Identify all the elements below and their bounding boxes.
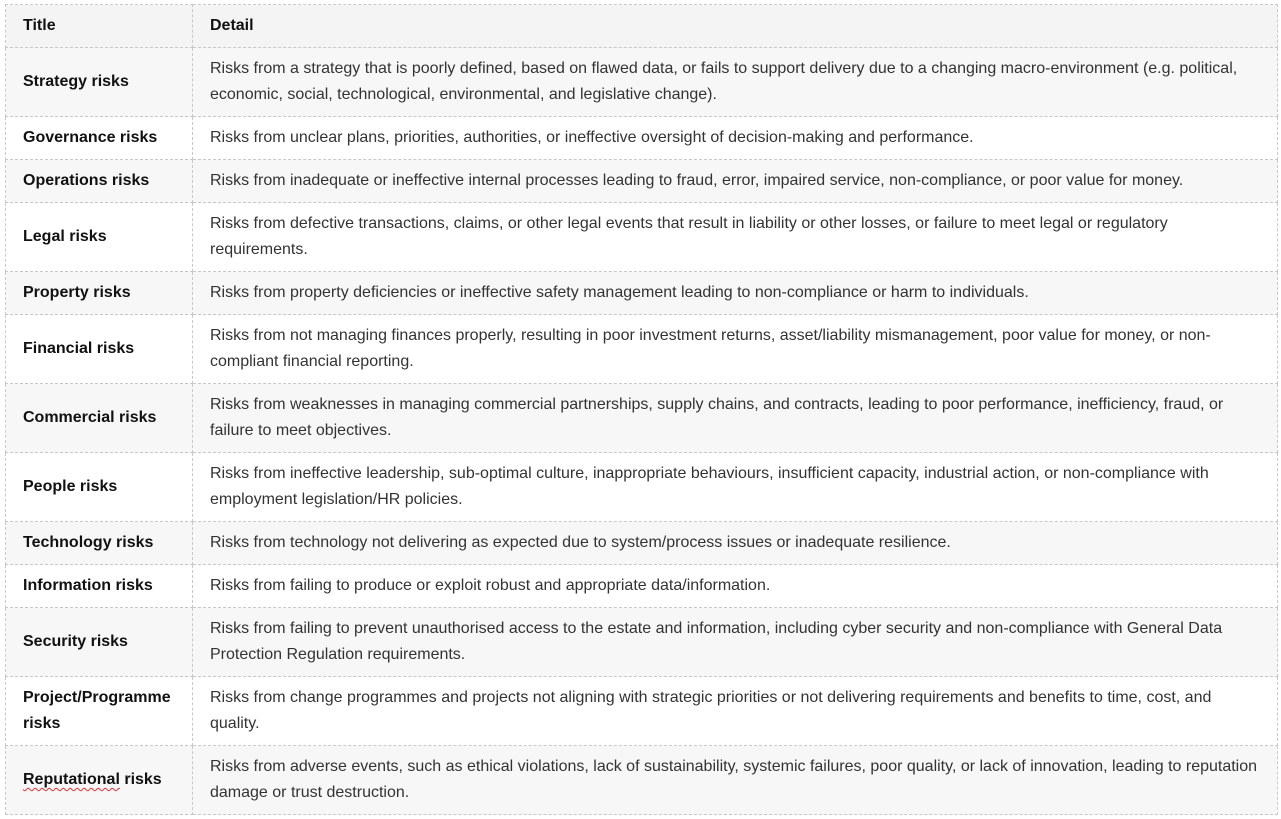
row-detail: Risks from inadequate or ineffective internal processes leading to fraud, error, impaired service, non-compliance, or poor value for money. xyxy=(193,160,1278,203)
row-title: People risks xyxy=(6,453,193,522)
row-detail: Risks from failing to prevent unauthorised access to the estate and information, including cyber security and non-compliance with General Data Protection Regulation requirements. xyxy=(193,608,1278,677)
row-title: Financial risks xyxy=(6,315,193,384)
row-title-suffix: risks xyxy=(119,771,162,788)
table-row xyxy=(6,522,1278,565)
row-detail: Risks from failing to produce or exploit robust and appropriate data/information. xyxy=(193,565,1278,608)
row-detail: Risks from weaknesses in managing commercial partnerships, supply chains, and contracts, leading to poor performance, inefficiency, fraud, or failure to meet objectives. xyxy=(193,384,1278,453)
row-title: Operations risks xyxy=(6,160,193,203)
table-header-row xyxy=(6,5,1278,48)
risk-table-container xyxy=(5,4,1277,815)
row-detail: Risks from unclear plans, priorities, authorities, or ineffective oversight of decision-making and performance. xyxy=(193,117,1278,160)
table-row xyxy=(6,272,1278,315)
table-row xyxy=(6,608,1278,677)
row-title xyxy=(6,746,193,815)
table-row xyxy=(6,117,1278,160)
table-row xyxy=(6,384,1278,453)
table-row xyxy=(6,203,1278,272)
row-detail: Risks from not managing finances properly, resulting in poor investment returns, asset/liability mismanagement, poor value for money, or non-compliant financial reporting. xyxy=(193,315,1278,384)
row-detail: Risks from defective transactions, claims, or other legal events that result in liability or other losses, or failure to meet legal or regulatory requirements. xyxy=(193,203,1278,272)
table-row xyxy=(6,48,1278,117)
spellcheck-flagged-word: Reputational xyxy=(23,771,120,788)
row-title: Legal risks xyxy=(6,203,193,272)
row-title: Technology risks xyxy=(6,522,193,565)
table-row xyxy=(6,315,1278,384)
row-title: Project/Programme risks xyxy=(6,677,193,746)
row-title: Commercial risks xyxy=(6,384,193,453)
table-row xyxy=(6,746,1278,815)
row-detail: Risks from change programmes and projects not aligning with strategic priorities or not delivering requirements and benefits to time, cost, and quality. xyxy=(193,677,1278,746)
row-title: Property risks xyxy=(6,272,193,315)
row-detail: Risks from technology not delivering as expected due to system/process issues or inadequate resilience. xyxy=(193,522,1278,565)
row-detail: Risks from a strategy that is poorly defined, based on flawed data, or fails to support delivery due to a changing macro-environment (e.g. political, economic, social, technological, environmental, and legislative change). xyxy=(193,48,1278,117)
row-detail: Risks from adverse events, such as ethical violations, lack of sustainability, systemic failures, poor quality, or lack of innovation, leading to reputation damage or trust destruction. xyxy=(193,746,1278,815)
column-header-detail: Detail xyxy=(193,5,1278,48)
column-header-title: Title xyxy=(6,5,193,48)
table-row xyxy=(6,677,1278,746)
row-title: Information risks xyxy=(6,565,193,608)
row-detail: Risks from property deficiencies or ineffective safety management leading to non-compliance or harm to individuals. xyxy=(193,272,1278,315)
table-row xyxy=(6,453,1278,522)
row-detail: Risks from ineffective leadership, sub-optimal culture, inappropriate behaviours, insufficient capacity, industrial action, or non-compliance with employment legislation/HR policies. xyxy=(193,453,1278,522)
table-row xyxy=(6,160,1278,203)
table-row xyxy=(6,565,1278,608)
risk-categories-table xyxy=(5,4,1278,815)
row-title: Security risks xyxy=(6,608,193,677)
row-title: Governance risks xyxy=(6,117,193,160)
row-title: Strategy risks xyxy=(6,48,193,117)
